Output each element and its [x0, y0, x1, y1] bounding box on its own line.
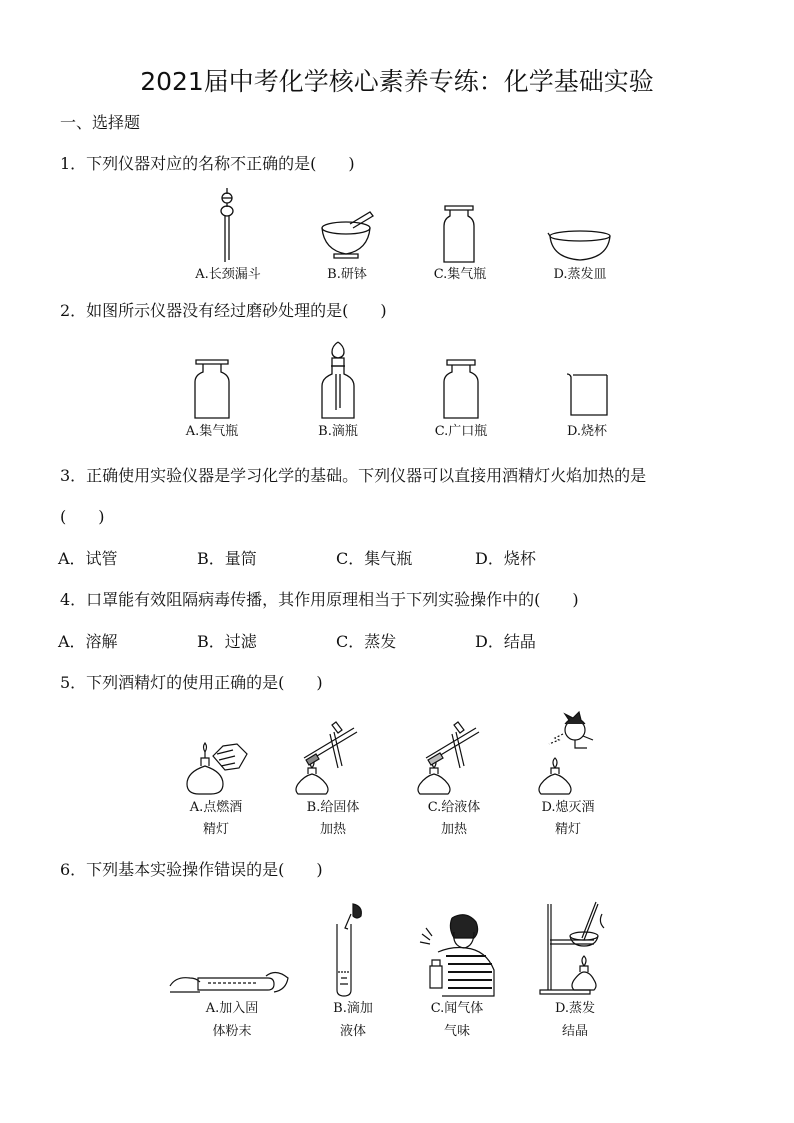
q5-caption-a-line2: 精灯: [202, 822, 229, 837]
q2-caption-c: C.广口瓶: [434, 424, 488, 439]
gas-collecting-bottle-icon: [192, 358, 232, 420]
dropping-liquid-icon: [335, 902, 367, 998]
question-2-stem: 2．如图所示仪器没有经过磨砂处理的是( ): [60, 301, 387, 320]
extinguishing-alcohol-lamp-icon: [535, 712, 601, 796]
q6-caption-c-line1: C.闻气体: [430, 1001, 484, 1016]
q3-option-b: B．量筒: [197, 549, 257, 568]
beaker-icon: [565, 372, 611, 418]
q5-caption-d-line2: 精灯: [554, 822, 581, 837]
evaporation-crystallization-icon: [538, 900, 618, 998]
page-title: 2021届中考化学核心素养专练：化学基础实验: [140, 67, 654, 96]
evaporating-dish-icon: [548, 228, 612, 262]
q6-caption-c-line2: 气味: [443, 1024, 470, 1039]
q5-caption-d-line1: D.熄灭酒: [541, 800, 595, 815]
q6-caption-a-line2: 体粉末: [212, 1024, 252, 1039]
q6-caption-a-line1: A.加入固: [205, 1001, 259, 1016]
wide-mouth-bottle-icon: [441, 358, 481, 420]
q1-caption-a: A.长颈漏斗: [195, 267, 261, 282]
q4-option-a: A．溶解: [58, 632, 118, 651]
lighting-alcohol-lamp-icon: [185, 734, 251, 796]
q6-caption-d-line1: D.蒸发: [554, 1001, 596, 1016]
q6-caption-b-line1: B.滴加: [333, 1001, 373, 1016]
q5-caption-b-line2: 加热: [319, 822, 346, 837]
q5-caption-c-line2: 加热: [440, 822, 467, 837]
smelling-gas-icon: [418, 912, 496, 998]
q4-option-b: B．过滤: [197, 632, 257, 651]
mortar-icon: [320, 210, 378, 262]
long-neck-funnel-icon: [212, 186, 242, 264]
q3-option-c: C．集气瓶: [336, 549, 413, 568]
question-3-stem: 3．正确使用实验仪器是学习化学的基础。下列仪器可以直接用酒精灯火焰加热的是: [60, 466, 647, 485]
q6-caption-b-line2: 液体: [339, 1024, 366, 1039]
heating-liquid-icon: [412, 716, 482, 796]
question-3-stem-continued: ( ): [60, 507, 105, 526]
q2-caption-a: A.集气瓶: [185, 424, 239, 439]
q1-caption-c: C.集气瓶: [433, 267, 487, 282]
q6-caption-d-line2: 结晶: [561, 1024, 588, 1039]
question-5-stem: 5．下列酒精灯的使用正确的是( ): [60, 673, 323, 692]
q1-caption-b: B.研钵: [327, 267, 367, 282]
q3-option-d: D．烧杯: [475, 549, 536, 568]
q5-caption-a-line1: A.点燃酒: [189, 800, 243, 815]
question-1-stem: 1．下列仪器对应的名称不正确的是( ): [60, 154, 355, 173]
gas-collecting-bottle-icon: [440, 204, 478, 264]
question-6-stem: 6．下列基本实验操作错误的是( ): [60, 860, 323, 879]
q2-caption-b: B.滴瓶: [318, 424, 358, 439]
q4-option-c: C．蒸发: [336, 632, 397, 651]
question-4-stem: 4．口罩能有效阻隔病毒传播，其作用原理相当于下列实验操作中的( ): [60, 590, 579, 609]
q4-option-d: D．结晶: [475, 632, 536, 651]
q5-caption-b-line1: B.给固体: [306, 800, 360, 815]
section-heading: 一、选择题: [60, 113, 141, 132]
q2-caption-d: D.烧杯: [566, 424, 608, 439]
q1-caption-d: D.蒸发皿: [553, 267, 607, 282]
adding-solid-powder-icon: [168, 964, 292, 996]
heating-solid-icon: [292, 716, 360, 796]
q5-caption-c-line1: C.给液体: [427, 800, 481, 815]
q3-option-a: A．试管: [58, 549, 118, 568]
dropper-bottle-icon: [318, 340, 358, 420]
